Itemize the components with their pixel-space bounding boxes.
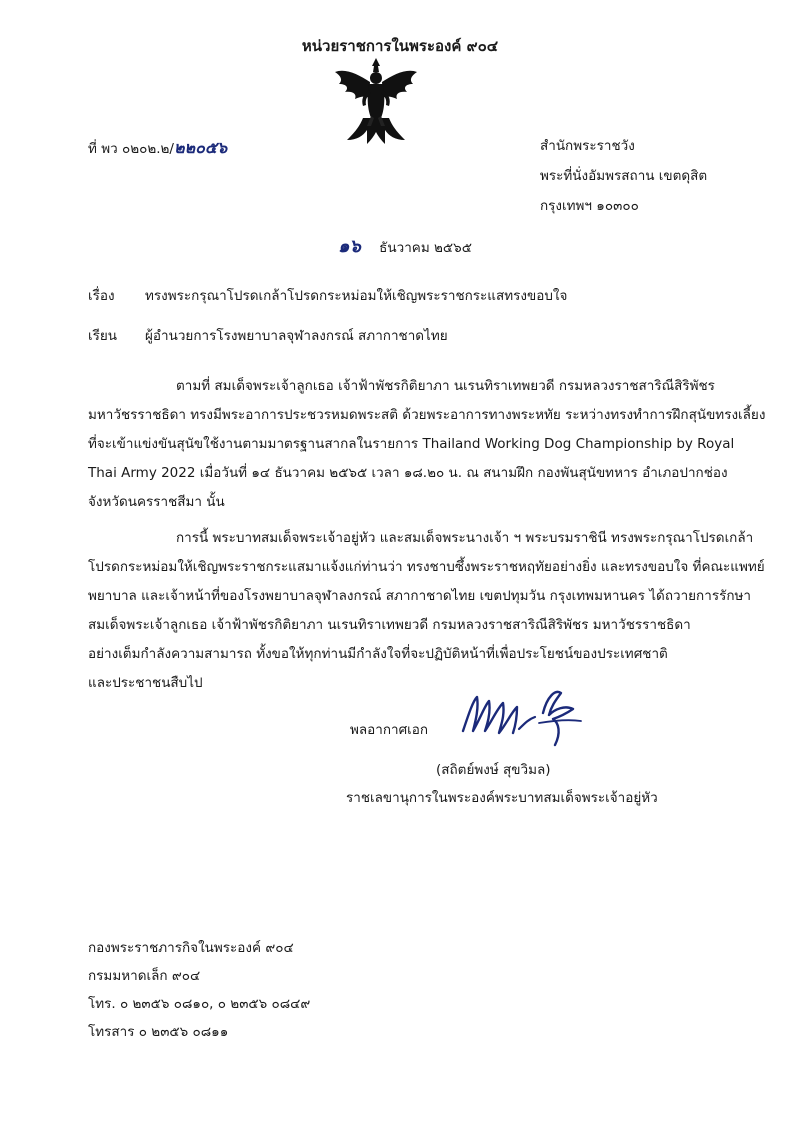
body-paragraph-1: [88, 372, 766, 517]
paragraph-2-line: การนี้ พระบาทสมเด็จพระเจ้าอยู่หัว และสมเด็จพระนางเจ้า ฯ พระบรมราชินี ทรงพระกรุณาโปรดเกล้า: [176, 530, 754, 546]
footer-phone: โทร. ๐ ๒๓๕๖ ๐๘๑๐, ๐ ๒๓๕๖ ๐๘๔๙: [88, 996, 311, 1012]
sender-address-line-1: สำนักพระราชวัง: [540, 138, 635, 154]
paragraph-2-line: สมเด็จพระเจ้าลูกเธอ เจ้าฟ้าพัชรกิติยาภา นเรนทิราเทพยวดี กรมหลวงราชสาริณีสิริพัชร มหาวัชรราชธิดา: [88, 617, 691, 633]
subject-label: เรื่อง: [88, 288, 115, 304]
signatory-rank: พลอากาศเอก: [350, 722, 429, 738]
paragraph-2-line: โปรดกระหม่อมให้เชิญพระราชกระแสมาแจ้งแก่ท่านว่า ทรงชาบซึ้งพระราชหฤทัยอย่างยิ่ง และทรงขอบใจ ที่คณะแพทย์: [88, 559, 765, 575]
signatory-name: (สถิตย์พงษ์ สุขวิมล): [436, 762, 551, 778]
sender-address-line-3: กรุงเทพฯ ๑๐๓๐๐: [540, 198, 639, 214]
recipient-label: เรียน: [88, 328, 118, 344]
letter-date: [338, 238, 472, 256]
footer-office: กองพระราชภารกิจในพระองค์ ๙๐๔: [88, 940, 294, 956]
letterhead-title: หน่วยราชการในพระองค์ ๙๐๔: [301, 37, 499, 55]
body-paragraph-2: [88, 524, 765, 698]
paragraph-1-line: Thai Army 2022 เมื่อวันที่ ๑๔ ธันวาคม ๒๕๖๕ เวลา ๑๘.๒๐ น. ณ สนามฝึก กองพันสุนัขทหาร อำเภอปากช่อง: [88, 465, 728, 481]
signatory-position: ราชเลขานุการในพระองค์พระบาทสมเด็จพระเจ้าอยู่หัว: [346, 790, 658, 806]
paragraph-2-line: อย่างเต็มกำลังความสามารถ ทั้งขอให้ทุกท่านมีกำลังใจที่จะปฏิบัติหน้าที่เพื่อประโยชน์ของประเทศชาติ: [88, 646, 668, 662]
paragraph-1-line: ที่จะเข้าแข่งขันสุนัขใช้งานตามมาตรฐานสากลในรายการ Thailand Working Dog Championship by Royal: [88, 436, 735, 452]
garuda-emblem: [333, 56, 419, 148]
footer-fax: โทรสาร ๐ ๒๓๕๖ ๐๘๑๑: [88, 1024, 229, 1040]
paragraph-2-line: และประชาชนสืบไป: [88, 675, 203, 691]
paragraph-1-line: ตามที่ สมเด็จพระเจ้าลูกเธอ เจ้าฟ้าพัชรกิติยาภา นเรนทิราเทพยวดี กรมหลวงราชสาริณีสิริพัชร: [176, 378, 715, 394]
reference-handwritten-number: ๒๒๐๕๖: [173, 138, 228, 157]
reference-prefix: ที่ พว ๐๒๐๒.๒/: [88, 141, 174, 157]
date-month-year: ธันวาคม ๒๕๖๕: [379, 240, 472, 256]
recipient-text: ผู้อำนวยการโรงพยาบาลจุฬาลงกรณ์ สภากาชาดไทย: [145, 328, 448, 344]
date-day-handwritten: ๑๖: [338, 236, 361, 257]
reference-number: [88, 140, 227, 157]
subject-text: ทรงพระกรุณาโปรดเกล้าโปรดกระหม่อมให้เชิญพระราชกระแสทรงขอบใจ: [145, 288, 568, 304]
paragraph-1-line: มหาวัชรราชธิดา ทรงมีพระอาการประชวรหมดพระสติ ด้วยพระอาการทางพระหทัย ระหว่างทรงทำการฝึกสุนัขทรงเลี้ยง: [88, 407, 766, 423]
sender-address-line-2: พระที่นั่งอัมพรสถาน เขตดุสิต: [540, 168, 708, 184]
paragraph-1-line: จังหวัดนครราชสีมา นั้น: [88, 494, 225, 510]
footer-department: กรมมหาดเล็ก ๙๐๔: [88, 968, 201, 984]
handwritten-signature: [455, 683, 595, 751]
paragraph-2-line: พยาบาล และเจ้าหน้าที่ของโรงพยาบาลจุฬาลงกรณ์ สภากาชาดไทย เขตปทุมวัน กรุงเทพมหานคร ได้ถวายการรักษา: [88, 588, 751, 604]
